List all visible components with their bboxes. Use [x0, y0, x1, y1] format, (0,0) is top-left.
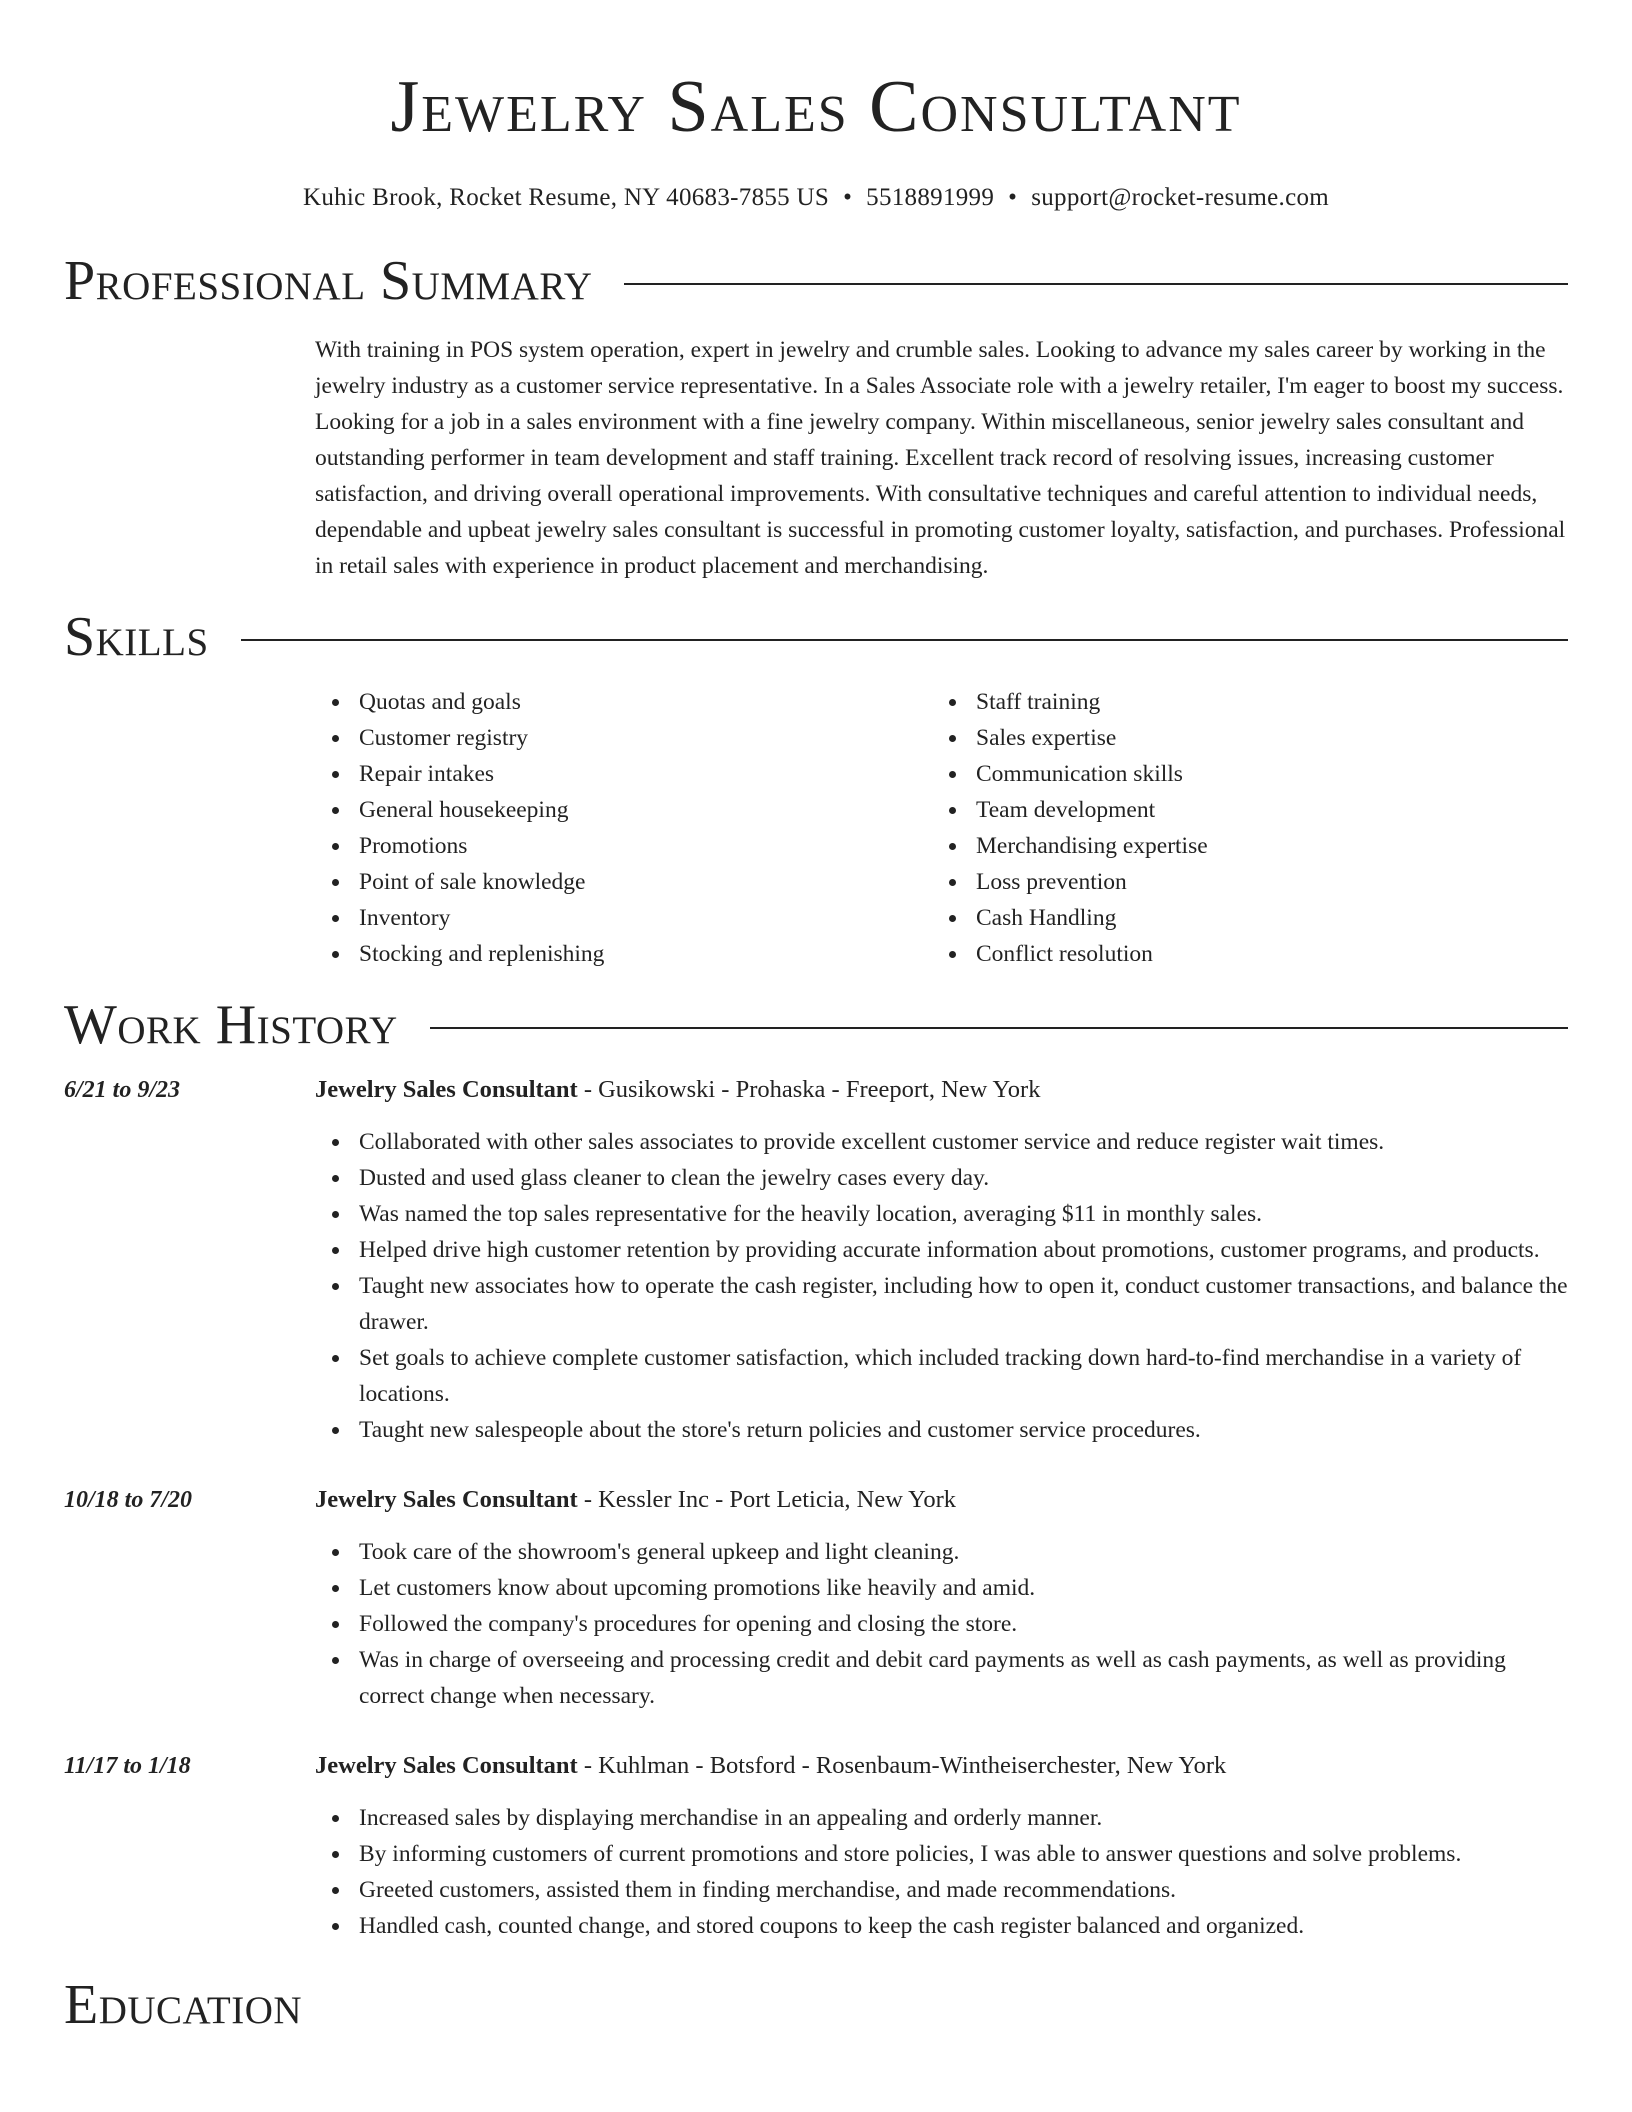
skills-list-left [315, 684, 932, 972]
skill-item: Inventory [315, 900, 932, 936]
job-role: Jewelry Sales Consultant [315, 1076, 578, 1103]
job-bullet: Helped drive high customer retention by providing accurate information about promotions, customer programs, and products. [315, 1232, 1568, 1268]
skills-section-header [64, 604, 1568, 670]
section-divider [624, 283, 1568, 285]
job-bullet: Increased sales by displaying merchandise in an appealing and orderly manner. [315, 1800, 1568, 1836]
education-section-header [64, 1972, 1568, 2038]
job-dates: 6/21 to 9/23 [64, 1077, 181, 1103]
job-heading [315, 1748, 1568, 1784]
contact-address: Kuhic Brook, Rocket Resume, NY 40683-7855 US [302, 184, 830, 211]
contact-separator: • [843, 184, 853, 211]
skill-item: Conflict resolution [932, 936, 1549, 972]
job-heading [315, 1072, 1568, 1108]
job-company: - Kessler Inc - Port Leticia, New York [577, 1486, 957, 1513]
summary-section-header [64, 248, 1568, 314]
skill-item: Customer registry [315, 720, 932, 756]
work-section-title: Work History [64, 994, 398, 1056]
skill-item: Cash Handling [932, 900, 1549, 936]
skills-section-title: Skills [64, 606, 209, 668]
summary-text: With training in POS system operation, expert in jewelry and crumble sales. Looking to advance my sales career by working in the jewelry industry as a customer service representative. In a Sales Associate role with a jewelry retailer, I'm eager to boost my success. Looking for a job in a sales environment with a fine jewelry company. Within miscellaneous, senior jewelry sales consultant and outstanding performer in team development and staff training. Excellent track record of resolving issues, increasing customer satisfaction, and driving overall operational improvements. With consultative techniques and careful attention to individual needs, dependable and upbeat jewelry sales consultant is successful in promoting customer loyalty, satisfaction, and purchases. Professional in retail sales with experience in product placement and merchandising. [315, 337, 1566, 579]
skill-item: Promotions [315, 828, 932, 864]
resume-page [64, 0, 1568, 2038]
job-heading [315, 1482, 1568, 1518]
skills-list-right [932, 684, 1549, 972]
skill-item: General housekeeping [315, 792, 932, 828]
job-bullets [315, 1534, 1568, 1714]
skill-item: Staff training [932, 684, 1549, 720]
skill-item: Loss prevention [932, 864, 1549, 900]
skill-item: Quotas and goals [315, 684, 932, 720]
job-bullets [315, 1124, 1568, 1448]
contact-email: support@rocket-resume.com [1031, 184, 1330, 211]
skill-item: Team development [932, 792, 1549, 828]
job-entry [64, 1748, 1568, 1944]
job-bullet: Dusted and used glass cleaner to clean the jewelry cases every day. [315, 1160, 1568, 1196]
job-company: - Kuhlman - Botsford - Rosenbaum-Wintheiserchester, New York [577, 1752, 1227, 1779]
job-bullets [315, 1800, 1568, 1944]
contact-phone: 5518891999 [866, 184, 995, 211]
skill-item: Communication skills [932, 756, 1549, 792]
job-bullet: Let customers know about upcoming promotions like heavily and amid. [315, 1570, 1568, 1606]
job-bullet: Followed the company's procedures for opening and closing the store. [315, 1606, 1568, 1642]
skill-item: Sales expertise [932, 720, 1549, 756]
job-bullet: Greeted customers, assisted them in finding merchandise, and made recommendations. [315, 1872, 1568, 1908]
summary-section-title: Professional Summary [64, 250, 593, 312]
work-section-header [64, 992, 1568, 1058]
contact-separator: • [1008, 184, 1018, 211]
job-bullet: Took care of the showroom's general upkeep and light cleaning. [315, 1534, 1568, 1570]
job-entry [64, 1482, 1568, 1714]
summary-section [315, 332, 1568, 584]
job-bullet: Taught new associates how to operate the cash register, including how to open it, conduct customer transactions, and balance the drawer. [315, 1268, 1568, 1340]
section-divider [430, 1027, 1568, 1029]
job-company: - Gusikowski - Prohaska - Freeport, New York [577, 1076, 1041, 1103]
job-dates: 11/17 to 1/18 [64, 1753, 191, 1779]
job-role: Jewelry Sales Consultant [315, 1752, 578, 1779]
job-entry [64, 1072, 1568, 1448]
skill-item: Stocking and replenishing [315, 936, 932, 972]
skill-item: Merchandising expertise [932, 828, 1549, 864]
job-bullet: Taught new salespeople about the store's return policies and customer service procedures. [315, 1412, 1568, 1448]
job-bullet: Set goals to achieve complete customer satisfaction, which included tracking down hard-to-find merchandise in a variety of locations. [315, 1340, 1568, 1412]
contact-line [64, 182, 1568, 214]
skills-section [315, 684, 1568, 972]
education-section-title: Education [64, 1974, 303, 2036]
skill-item: Repair intakes [315, 756, 932, 792]
skill-item: Point of sale knowledge [315, 864, 932, 900]
job-bullet: By informing customers of current promotions and store policies, I was able to answer questions and solve problems. [315, 1836, 1568, 1872]
job-role: Jewelry Sales Consultant [315, 1486, 578, 1513]
job-bullet: Collaborated with other sales associates to provide excellent customer service and reduce register wait times. [315, 1124, 1568, 1160]
job-bullet: Was named the top sales representative for the heavily location, averaging $11 in monthly sales. [315, 1196, 1568, 1232]
section-divider [241, 639, 1568, 641]
job-bullet: Handled cash, counted change, and stored coupons to keep the cash register balanced and organized. [315, 1908, 1568, 1944]
job-dates: 10/18 to 7/20 [64, 1487, 193, 1513]
resume-name: Jewelry Sales Consultant [390, 66, 1242, 148]
job-bullet: Was in charge of overseeing and processing credit and debit card payments as well as cash payments, as well as providing correct change when necessary. [315, 1642, 1568, 1714]
